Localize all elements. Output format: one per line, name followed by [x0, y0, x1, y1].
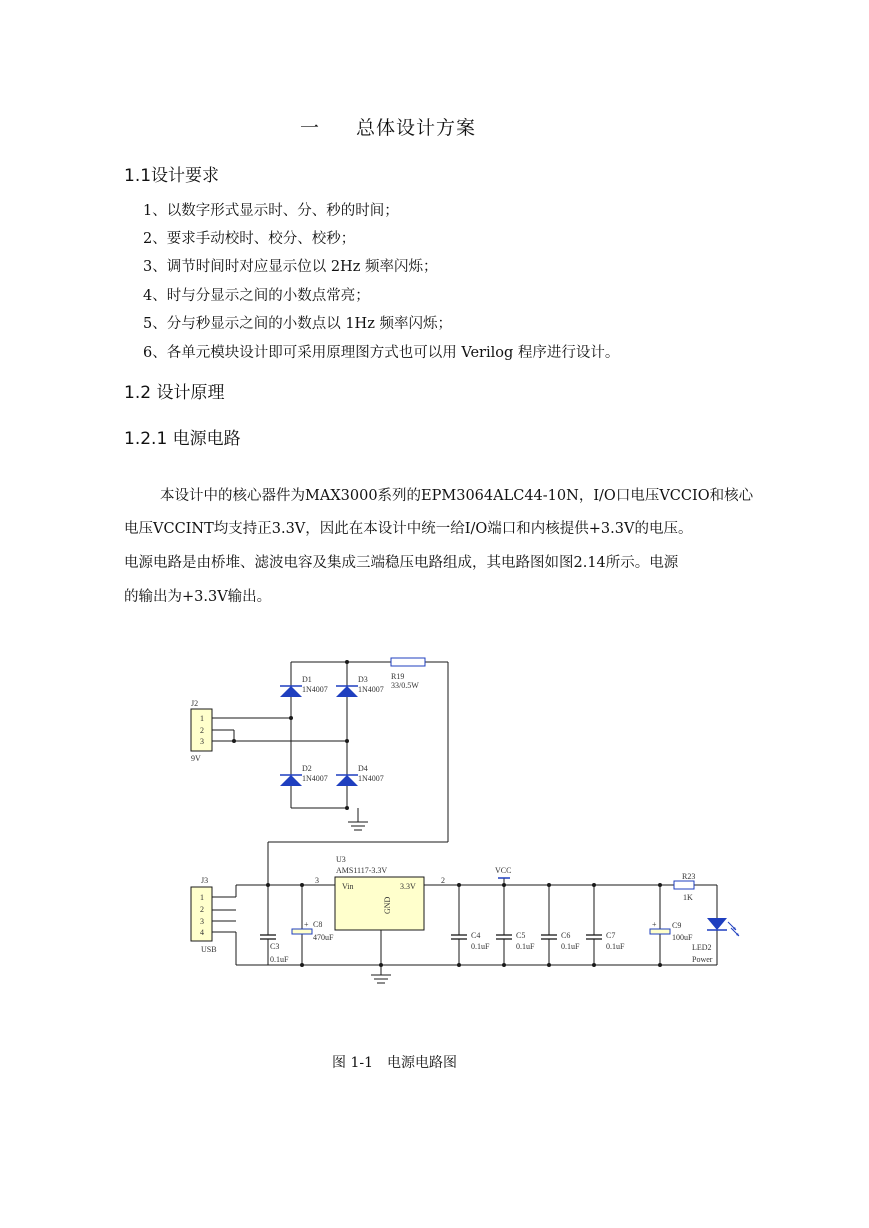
- c6-value: 0.1uF: [561, 942, 580, 951]
- vcc-symbol: [495, 866, 511, 878]
- r23-ref: R23: [682, 872, 696, 881]
- j2-pin: 3: [200, 737, 204, 746]
- u3-pin-in: 3: [315, 876, 319, 885]
- d3-ref: D3: [358, 675, 368, 684]
- c9-plus: +: [652, 920, 657, 929]
- c7-value: 0.1uF: [606, 942, 625, 951]
- c6-ref: C6: [561, 931, 571, 940]
- requirement-item: 3、调节时间时对应显示位以 2Hz 频率闪烁；: [143, 259, 438, 275]
- d2-value: 1N4007: [302, 774, 328, 783]
- c9-value: 100uF: [672, 933, 693, 942]
- led-led2: [692, 918, 739, 964]
- j3-pin: 2: [200, 905, 204, 914]
- capacitor-c5: [496, 931, 535, 951]
- c4-ref: C4: [471, 931, 481, 940]
- j3-ref: J3: [201, 876, 209, 885]
- section-1-2-1-title: 1.2.1 电源电路: [124, 429, 241, 449]
- c3-value: 0.1uF: [270, 955, 289, 964]
- c3-ref: C3: [270, 942, 280, 951]
- requirement-item: 1、以数字形式显示时、分、秒的时间；: [143, 203, 399, 219]
- c8-ref: C8: [313, 920, 323, 929]
- u3-ref: U3: [336, 855, 346, 864]
- junction-dots: [232, 660, 662, 967]
- u3-part: AMS1117-3.3V: [336, 866, 388, 875]
- vcc-label: VCC: [495, 866, 512, 875]
- d4-value: 1N4007: [358, 774, 384, 783]
- diode-d1: [280, 675, 328, 697]
- capacitor-c6: [541, 931, 580, 951]
- ground-symbol-bridge: [348, 822, 368, 830]
- paragraph-line: 的输出为+3.3V输出。: [124, 589, 272, 605]
- paragraph-line: 电压VCCINT均支持正3.3V，因此在本设计中统一给I/O端口和内核提供+3.3V的电压。: [124, 521, 693, 537]
- chapter-heading: [300, 113, 476, 140]
- j2-ref: J2: [191, 699, 199, 708]
- chapter-number: 一: [300, 117, 321, 139]
- connector-j2: [191, 699, 212, 763]
- requirement-item: 4、时与分显示之间的小数点常亮；: [143, 288, 370, 304]
- j3-pin: 4: [200, 928, 204, 937]
- j2-pin: 1: [200, 714, 204, 723]
- diode-d4: [336, 764, 384, 786]
- capacitor-c7: [586, 931, 625, 951]
- c4-value: 0.1uF: [471, 942, 490, 951]
- figure-caption-text: 电源电路图: [387, 1055, 457, 1071]
- led2-ref: LED2: [692, 943, 712, 952]
- connector-j3: [191, 876, 217, 954]
- u3-vin-label: Vin: [342, 882, 354, 891]
- capacitor-c3: [260, 935, 289, 964]
- section-1-1-title: 1.1设计要求: [124, 166, 220, 186]
- resistor-r19: [391, 658, 425, 690]
- c5-value: 0.1uF: [516, 942, 535, 951]
- c9-ref: C9: [672, 921, 682, 930]
- led2-value: Power: [692, 955, 713, 964]
- c5-ref: C5: [516, 931, 526, 940]
- d2-ref: D2: [302, 764, 312, 773]
- d3-value: 1N4007: [358, 685, 384, 694]
- requirement-item: 5、分与秒显示之间的小数点以 1Hz 频率闪烁；: [143, 316, 452, 332]
- schematic-wires: [212, 662, 717, 975]
- paragraph-line: 电源电路是由桥堆、滤波电容及集成三端稳压电路组成，其电路图如图2.14所示。电源: [124, 555, 679, 571]
- r19-ref: R19: [391, 672, 405, 681]
- d1-value: 1N4007: [302, 685, 328, 694]
- figure-label: 图 1-1: [332, 1055, 373, 1071]
- c8-value: 470uF: [313, 933, 334, 942]
- c7-ref: C7: [606, 931, 616, 940]
- section-1-2-title: 1.2 设计原理: [124, 383, 225, 403]
- capacitor-c9: [650, 920, 693, 942]
- resistor-r23: [674, 872, 695, 902]
- j3-pin: 3: [200, 917, 204, 926]
- r23-value: 1K: [683, 893, 693, 902]
- j3-value: USB: [201, 945, 217, 954]
- power-circuit-schematic: [0, 640, 869, 1010]
- j2-value: 9V: [191, 754, 201, 763]
- u3-gnd-label: GND: [383, 896, 392, 914]
- diode-d3: [336, 675, 384, 697]
- requirement-item: 6、各单元模块设计即可采用原理图方式也可以用 Verilog 程序进行设计。: [143, 345, 620, 361]
- ground-symbol-main: [371, 975, 391, 983]
- u3-pin-out: 2: [441, 876, 445, 885]
- u3-vout-label: 3.3V: [400, 882, 416, 891]
- capacitor-c4: [451, 931, 490, 951]
- chapter-title: 总体设计方案: [356, 117, 477, 139]
- d4-ref: D4: [358, 764, 368, 773]
- j3-pin: 1: [200, 893, 204, 902]
- c8-plus: +: [304, 920, 309, 929]
- paragraph-line: 本设计中的核心器件为MAX3000系列的EPM3064ALC44-10N，I/O口电压VCCIO和核心: [160, 488, 754, 504]
- r19-value: 33/0.5W: [391, 681, 419, 690]
- diode-d2: [280, 764, 328, 786]
- requirement-item: 2、要求手动校时、校分、校秒；: [143, 231, 356, 247]
- capacitor-c8: [292, 920, 334, 942]
- figure-caption: [332, 1052, 457, 1072]
- regulator-u3: [315, 855, 445, 930]
- d1-ref: D1: [302, 675, 312, 684]
- j2-pin: 2: [200, 726, 204, 735]
